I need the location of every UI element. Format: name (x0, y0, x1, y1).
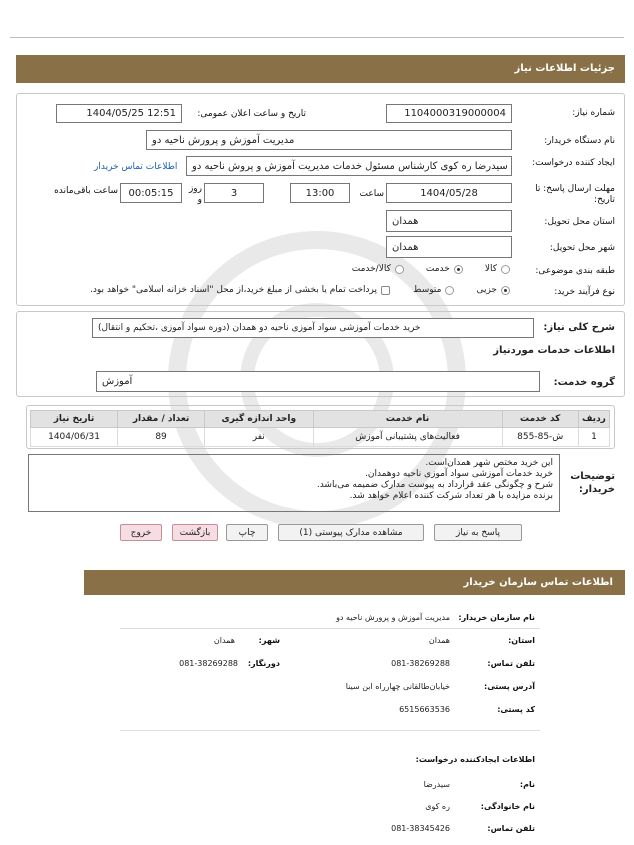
treasury-payment-option (50, 285, 390, 295)
creator-first-name-value: سیدرضا (423, 780, 450, 789)
cell-name: فعالیت‌های پشتیبانی آموزش (313, 428, 502, 447)
table-row (31, 428, 610, 447)
buyer-notes-label: توضیحات خریدار: (570, 471, 615, 495)
buyer-note-line: این خرید مختص شهر همدان‌است. (425, 458, 553, 468)
service-group-label: گروه خدمت: (553, 377, 615, 388)
process-type-label: نوع فرآیند خرید: (554, 287, 615, 297)
deadline-date-field: 1404/05/28 (386, 183, 512, 203)
city-label: شهر محل تحویل: (549, 243, 615, 253)
category-service-label: خدمت (425, 264, 450, 274)
category-goods-service-label: کالا/خدمت (351, 264, 391, 274)
announce-field: 1404/05/25 12:51 (56, 104, 182, 123)
creator-last-name-value: ره کوی (425, 802, 450, 811)
services-table (30, 410, 610, 447)
category-options (330, 264, 510, 274)
deadline-label: مهلت ارسال پاسخ: تا تاریخ: (535, 184, 615, 205)
contact-org-value: مدیریت آموزش و پرورش ناحیه دو (336, 613, 450, 622)
buyer-org-field: مدیریت آموزش و پرورش ناحیه دو (146, 130, 512, 150)
days-label: روز و (188, 184, 202, 205)
buyer-note-line: برنده مزایده با هر تعداد شرکت کننده اعلام خواهد شد. (349, 491, 553, 501)
cell-code: ش-85-855 (502, 428, 578, 447)
contact-phone-label: تلفن تماس: (487, 659, 535, 668)
process-minor-radio[interactable] (501, 286, 510, 295)
contact-postal-value: 6515663536 (399, 705, 450, 714)
category-service-radio[interactable] (454, 265, 463, 274)
back-button[interactable]: بازگشت (172, 524, 218, 541)
cell-unit: نفر (205, 428, 313, 447)
reply-button[interactable]: پاسخ به نیاز (434, 524, 522, 541)
province-label: استان محل تحویل: (544, 217, 615, 227)
summary-field: خرید خدمات آموزشی سواد آموزی ناحیه دو همدان (دوره سواد آموزی ،تحکیم و انتقال) (92, 318, 534, 338)
creator-last-name-label: نام خانوادگی: (480, 802, 535, 811)
creator-first-name-label: نام: (519, 780, 535, 789)
page-title: جزئیات اطلاعات نیاز (16, 55, 625, 83)
treasury-payment-label: پرداخت تمام یا بخشی از مبلغ خرید،از محل "اسناد خزانه اسلامی" خواهد بود. (89, 285, 377, 295)
contact-fax-label: دورنگار: (247, 659, 280, 668)
contact-fax-value: 081-38269288 (179, 659, 238, 668)
services-table-header (31, 411, 610, 428)
announce-label: تاریخ و ساعت اعلان عمومی: (197, 109, 306, 119)
contact-city-label: شهر: (258, 636, 280, 645)
contact-city-value: همدان (213, 636, 235, 645)
need-number-field: 1104000319000004 (386, 104, 512, 123)
process-type-options (410, 285, 510, 295)
creator-section-title: اطلاعات ایجادکننده درخواست: (415, 755, 535, 764)
category-label: طبقه بندی موضوعی: (535, 266, 615, 276)
province-field: همدان (386, 210, 512, 232)
top-divider (10, 37, 624, 38)
contact-province-label: استان: (508, 636, 535, 645)
buyer-note-line: شرح و چگونگی عقد قرارداد به پیوست مدارک ضمیمه می‌باشد. (316, 480, 553, 490)
deadline-time-field: 13:00 (290, 183, 350, 203)
col-date: تاریخ نیاز (31, 411, 118, 428)
deadline-time-label: ساعت (359, 189, 384, 199)
contact-org-label: نام سازمان خریدار: (458, 613, 535, 622)
days-remaining-field: 3 (204, 183, 264, 203)
view-documents-button[interactable]: مشاهده مدارک پیوستی (1) (278, 524, 424, 541)
remaining-time-field: 00:05:15 (120, 183, 182, 203)
city-field: همدان (386, 236, 512, 258)
summary-label: شرح کلی نیاز: (543, 322, 615, 333)
exit-button[interactable]: خروج (120, 524, 162, 541)
col-row: ردیف (578, 411, 609, 428)
remaining-time-label: ساعت باقی‌مانده (54, 186, 118, 196)
contact-phone-value: 081-38269288 (391, 659, 450, 668)
col-name: نام خدمت (313, 411, 502, 428)
col-code: کد خدمت (502, 411, 578, 428)
col-qty: تعداد / مقدار (118, 411, 205, 428)
print-button[interactable]: چاپ (226, 524, 268, 541)
buyer-notes-box (28, 454, 560, 512)
buyer-contact-link[interactable]: اطلاعات تماس خریدار (94, 162, 178, 172)
contact-divider (120, 730, 540, 731)
services-section-title: اطلاعات خدمات موردنیاز (493, 345, 615, 356)
buyer-note-line: خرید خدمات آموزشی سواد آموزی ناحیه دوهمدان. (364, 469, 553, 479)
service-group-field: آموزش (96, 371, 540, 392)
cell-date: 1404/06/31 (31, 428, 118, 447)
col-unit: واحد اندازه گیری (205, 411, 313, 428)
contact-province-value: همدان (428, 636, 450, 645)
buyer-contact-title: اطلاعات تماس سازمان خریدار (84, 570, 625, 595)
contact-divider (120, 628, 540, 629)
contact-postal-label: کد پستی: (497, 705, 535, 714)
cell-qty: 89 (118, 428, 205, 447)
category-goods-radio[interactable] (501, 265, 510, 274)
treasury-payment-checkbox[interactable] (381, 286, 390, 295)
process-medium-label: متوسط (413, 285, 442, 295)
buyer-org-label: نام دستگاه خریدار: (544, 136, 615, 146)
cell-row: 1 (578, 428, 609, 447)
need-number-label: شماره نیاز: (572, 108, 615, 118)
contact-address-label: آدرس پستی: (484, 682, 535, 691)
category-goods-label: کالا (484, 264, 497, 274)
requester-field: سیدرضا ره کوی کارشناس مسئول خدمات مدیریت آموزش و پروش ناحیه دو (186, 156, 512, 176)
category-goods-service-radio[interactable] (395, 265, 404, 274)
creator-phone-value: 081-38345426 (391, 824, 450, 833)
requester-label: ایجاد کننده درخواست: (532, 158, 615, 168)
process-minor-label: جزیی (476, 285, 497, 295)
process-medium-radio[interactable] (445, 286, 454, 295)
contact-address-value: خیابان‌طالقانی چهارراه ابن سینا (345, 682, 450, 691)
creator-phone-label: تلفن تماس: (487, 824, 535, 833)
